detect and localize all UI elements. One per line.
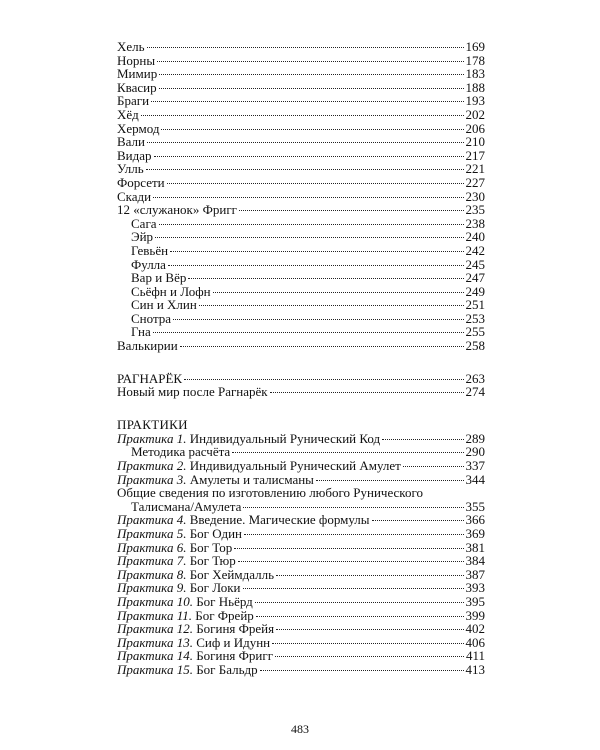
toc-entry-practice: Практика 9. Бог Локи 393 bbox=[117, 580, 485, 596]
toc-entry-practice: Практика 15. Бог Бальдр 413 bbox=[117, 661, 485, 677]
toc-entry-general-line1: Общие сведения по изготовлению любого Рунического bbox=[117, 485, 423, 501]
toc-entry-practice: Практика 7. Бог Тюр 384 bbox=[117, 553, 485, 569]
table-of-contents bbox=[117, 40, 485, 677]
toc-entry: Видар 217 bbox=[117, 147, 485, 163]
toc-entry: Хёд 202 bbox=[117, 106, 485, 122]
toc-subentry: Снотра 253 bbox=[131, 310, 485, 326]
toc-entry: 12 «служанок» Фригг 235 bbox=[117, 202, 485, 218]
toc-entry: Хель 169 bbox=[117, 39, 485, 54]
toc-subentry: Гна 255 bbox=[131, 324, 485, 340]
toc-entry-practice: Практика 5. Бог Один 369 bbox=[117, 526, 485, 541]
toc-entry: Хермод 206 bbox=[117, 120, 485, 136]
toc-entry: Норны 178 bbox=[117, 52, 485, 68]
toc-entry-valkyries: Валькирии 258 bbox=[117, 338, 485, 354]
page-number: 483 bbox=[291, 722, 309, 736]
toc-entry-new-world: Новый мир после Рагнарёк 274 bbox=[117, 384, 485, 400]
toc-entry-general-line2: Талисмана/Амулета 355 bbox=[131, 498, 485, 514]
toc-entry-practice: Практика 14. Богиня Фригг 411 bbox=[117, 648, 485, 664]
toc-entry-practice: Практика 4. Введение. Магические формулы 366 bbox=[117, 512, 485, 528]
toc-entry: Браги 193 bbox=[117, 93, 485, 109]
toc-entry: Форсети 227 bbox=[117, 174, 485, 190]
toc-entry-practice: Практика 13. Сиф и Идунн 406 bbox=[117, 634, 485, 650]
toc-subentry: Сага 238 bbox=[131, 215, 485, 231]
toc-entry-practice: Практика 10. Бог Ньёрд 395 bbox=[117, 593, 485, 609]
toc-subentry: Вар и Вёр 247 bbox=[131, 270, 485, 286]
toc-entry-practice: Практика 6. Бог Тор 381 bbox=[117, 539, 485, 555]
toc-entry: Мимир 183 bbox=[117, 66, 485, 82]
toc-subentry: Эйр 240 bbox=[131, 229, 485, 245]
toc-entry-practice: Практика 3. Амулеты и талисманы 344 bbox=[117, 471, 485, 487]
toc-entry: Вали 210 bbox=[117, 134, 485, 150]
toc-entry: Улль 221 bbox=[117, 161, 485, 177]
toc-subentry: Фулла 245 bbox=[131, 256, 485, 272]
toc-entry-ragnarok: РАГНАРЁК 263 bbox=[117, 370, 485, 386]
toc-entry: Скади 230 bbox=[117, 188, 485, 204]
toc-entry-practice: Практика 11. Бог Фрейр 399 bbox=[117, 607, 485, 623]
toc-entry-practice: Практика 2. Индивидуальный Рунический Амулет 337 bbox=[117, 458, 485, 474]
toc-subentry: Сьёфн и Лофн 249 bbox=[131, 283, 485, 299]
toc-subentry: Син и Хлин 251 bbox=[131, 297, 485, 313]
section-heading-practices: ПРАКТИКИ bbox=[117, 416, 188, 432]
toc-entry-practice: Практика 12. Богиня Фрейя 402 bbox=[117, 621, 485, 637]
toc-subentry: Гевьён 242 bbox=[131, 242, 485, 258]
toc-entry-practice: Практика 8. Бог Хеймдалль 387 bbox=[117, 566, 485, 582]
toc-entry-practice: Практика 1. Индивидуальный Рунический Код 289 bbox=[117, 430, 485, 446]
toc-entry: Квасир 188 bbox=[117, 79, 485, 95]
toc-subentry-method: Методика расчёта 290 bbox=[131, 444, 485, 460]
